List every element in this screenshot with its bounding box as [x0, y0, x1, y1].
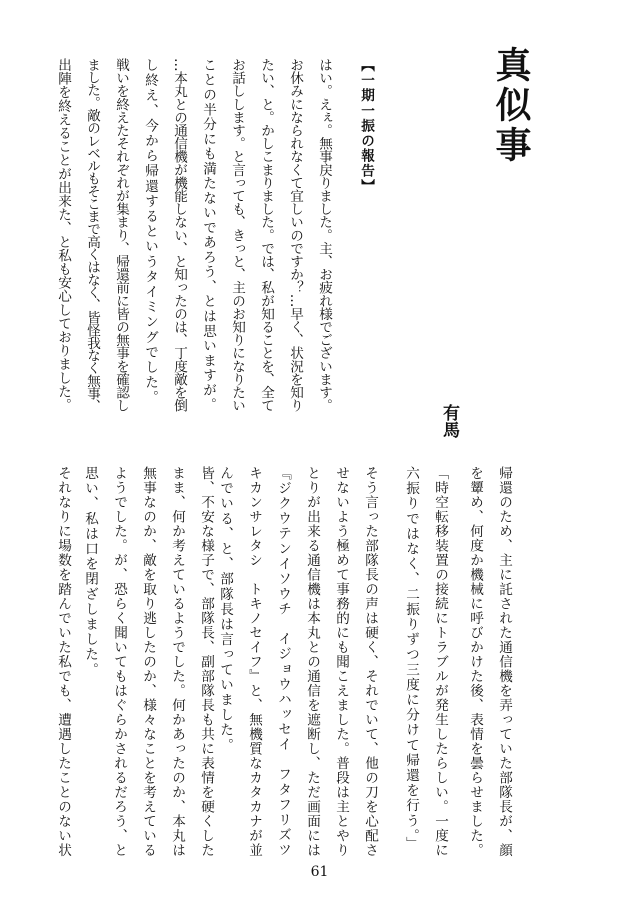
body-line: はい。えぇ。無事戻りました。主、お疲れ様でございます。: [316, 58, 332, 412]
body-line: 思い、私は口を閉ざしました。: [82, 466, 98, 678]
body-line: 『ジクウテンイソウチ イジョウハッセイ フタフリズツ: [275, 466, 291, 858]
body-line: たい、と。かしこまりました。では、私が知ることを、全て: [258, 58, 274, 412]
body-line: 「時空転移装置の接続にトラブルが発生したらしい。一度に: [432, 466, 448, 858]
body-line: ことの半分にも満たないであろう、とは思いますが。: [200, 58, 216, 413]
body-line: それなりに場数を踏んでいた私でも、遭遇したことのない状: [55, 466, 71, 858]
body-line: まま、何か考えているようでした。何かあったのか、本丸は: [169, 466, 185, 858]
body-line: 戦いを終えたそれぞれが集まり、帰還前に皆の無事を確認し: [113, 58, 129, 412]
body-line: ようでした。が、恐らく聞いてもはぐらかされるだろう、と: [111, 466, 127, 858]
story-title: 真似事: [490, 46, 532, 166]
body-line: そう言った部隊長の声は硬く、それでいて、他の刀を心配さ: [362, 466, 378, 858]
body-line: 六振りではなく、二振りずつ三度に分けて帰還を行う。」: [403, 466, 419, 852]
body-line: 出陣を終えることが出来た、と私も安心しておりました。: [55, 58, 71, 412]
body-line: んでいる、と、部隊長は言っていました。: [217, 466, 233, 753]
body-line: し終え、今から帰還するというタイミングでした。: [142, 58, 158, 406]
body-line: とりが出来る通信機は本丸との通信を遮断し、ただ画面には: [304, 466, 320, 858]
body-line: を顰め、何度か機械に呼びかけた後、表情を曇らせました。: [467, 466, 483, 858]
body-line: 無事なのか、敵を取り逃したのか、様々なことを考えている: [140, 466, 156, 858]
section-heading: 【一期一振の報告】: [358, 58, 374, 194]
body-line: お話しします。と言っても、きっと、主のお知りになりたい: [229, 58, 245, 412]
body-line: 皆、不安な様子で、部隊長、副部隊長も共に表情を硬くした: [198, 466, 214, 858]
author-name: 有馬: [439, 404, 459, 438]
body-line: ました。敵のレベルもそこまで高くはなく、皆怪我なく無事、: [84, 58, 100, 412]
body-line: 帰還のため、主に託された通信機を弄っていた部隊長が、顔: [496, 466, 512, 858]
body-line: キカンサレタシ トキノセイフ』と、無機質なカタカナが並: [246, 466, 262, 858]
page-number: 61: [310, 864, 329, 880]
body-line: …本丸との通信機が機能しない、と知ったのは、丁度敵を倒: [171, 58, 187, 412]
body-line: せないよう極めて事務的にも聞こえました。普段は主とやり: [333, 466, 349, 858]
body-line: お休みになられなくて宜しいのですか？…早く、状況を知り: [287, 58, 303, 412]
